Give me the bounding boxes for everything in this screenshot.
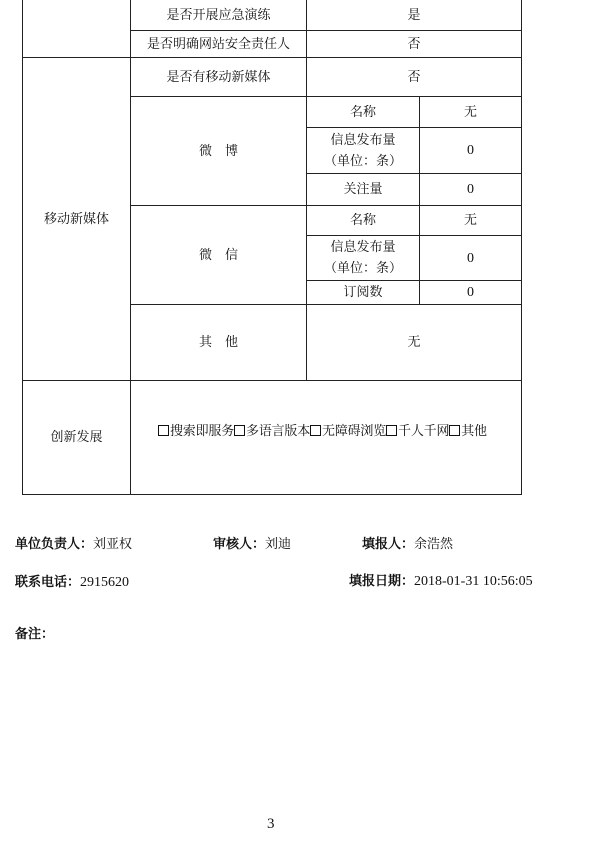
innovation-option-other[interactable]	[449, 424, 487, 439]
weibo-name-value: 无	[463, 104, 477, 120]
weixin-posts-value: 0	[467, 250, 474, 266]
filler	[362, 533, 453, 552]
reviewer-label: 审核人：	[213, 537, 266, 552]
option-label: 搜索即服务	[170, 424, 235, 439]
grid-line	[521, 0, 522, 495]
innovation-option-search[interactable]	[158, 424, 234, 439]
checkbox-icon[interactable]	[386, 425, 397, 436]
weixin-subs-value: 0	[467, 285, 474, 300]
has-mobile-label: 是否有移动新媒体	[166, 69, 271, 85]
reviewer-name: 刘迪	[265, 537, 292, 552]
weixin-subs-label: 订阅数	[343, 285, 383, 300]
weibo-posts-label-line1: 信息发布量	[330, 132, 396, 148]
weixin-posts-label-line1: 信息发布量	[330, 240, 396, 255]
unit-head-name: 刘亚权	[93, 537, 133, 552]
weixin-name-value: 无	[463, 213, 477, 228]
checkbox-icon[interactable]	[234, 425, 245, 436]
remarks	[15, 623, 54, 642]
innovation-option-accessible[interactable]	[310, 424, 386, 439]
weibo-follow-value: 0	[467, 182, 474, 197]
drill-value: 是	[407, 7, 421, 23]
weixin-posts-label	[307, 236, 419, 280]
responsible-value: 否	[407, 36, 421, 52]
checkbox-icon[interactable]	[449, 425, 460, 436]
weibo-posts-label	[307, 128, 419, 173]
weibo-posts-value: 0	[467, 143, 474, 158]
phone-label: 联系电话：	[15, 575, 81, 590]
drill-label: 是否开展应急演练	[166, 7, 271, 23]
remarks-label: 备注：	[15, 627, 55, 642]
option-label: 其他	[461, 424, 487, 439]
checkbox-icon[interactable]	[310, 425, 321, 436]
weibo-posts-label-line2: （单位：条）	[323, 153, 402, 169]
innovation-option-multilingual[interactable]	[234, 424, 310, 439]
weibo-name-label: 名称	[349, 104, 376, 120]
page-number: 3	[267, 816, 275, 832]
innovation-options	[158, 420, 487, 439]
phone-number: 2915620	[80, 575, 130, 590]
unit-head-label: 单位负责人：	[15, 537, 94, 552]
fill-date	[349, 570, 533, 590]
weibo-label: 微 博	[198, 143, 238, 159]
unit-head	[15, 533, 132, 552]
fill-date-label: 填报日期：	[349, 574, 415, 589]
fill-date-value: 2018-01-31 10:56:05	[414, 574, 533, 589]
weixin-posts-label-line2: （单位：条）	[323, 261, 402, 276]
innovation-option-personalized[interactable]	[386, 424, 449, 439]
weibo-follow-label: 关注量	[343, 182, 383, 197]
checkbox-icon[interactable]	[158, 425, 169, 436]
option-label: 无障碍浏览	[322, 424, 387, 439]
filler-name: 余浩然	[414, 537, 454, 552]
grid-line	[22, 494, 522, 495]
mobile-section-label: 移动新媒体	[43, 211, 109, 227]
weixin-label: 微 信	[198, 247, 238, 263]
reviewer	[213, 533, 291, 552]
option-label: 多语言版本	[246, 424, 311, 439]
weixin-name-label: 名称	[349, 213, 376, 228]
responsible-label: 是否明确网站安全责任人	[146, 36, 290, 52]
phone	[15, 571, 129, 591]
innovation-label: 创新发展	[50, 430, 103, 445]
has-mobile-value: 否	[407, 69, 421, 85]
other-value: 无	[407, 335, 421, 350]
other-label: 其 他	[198, 335, 238, 350]
option-label: 千人千网	[398, 424, 450, 439]
filler-label: 填报人：	[362, 537, 415, 552]
